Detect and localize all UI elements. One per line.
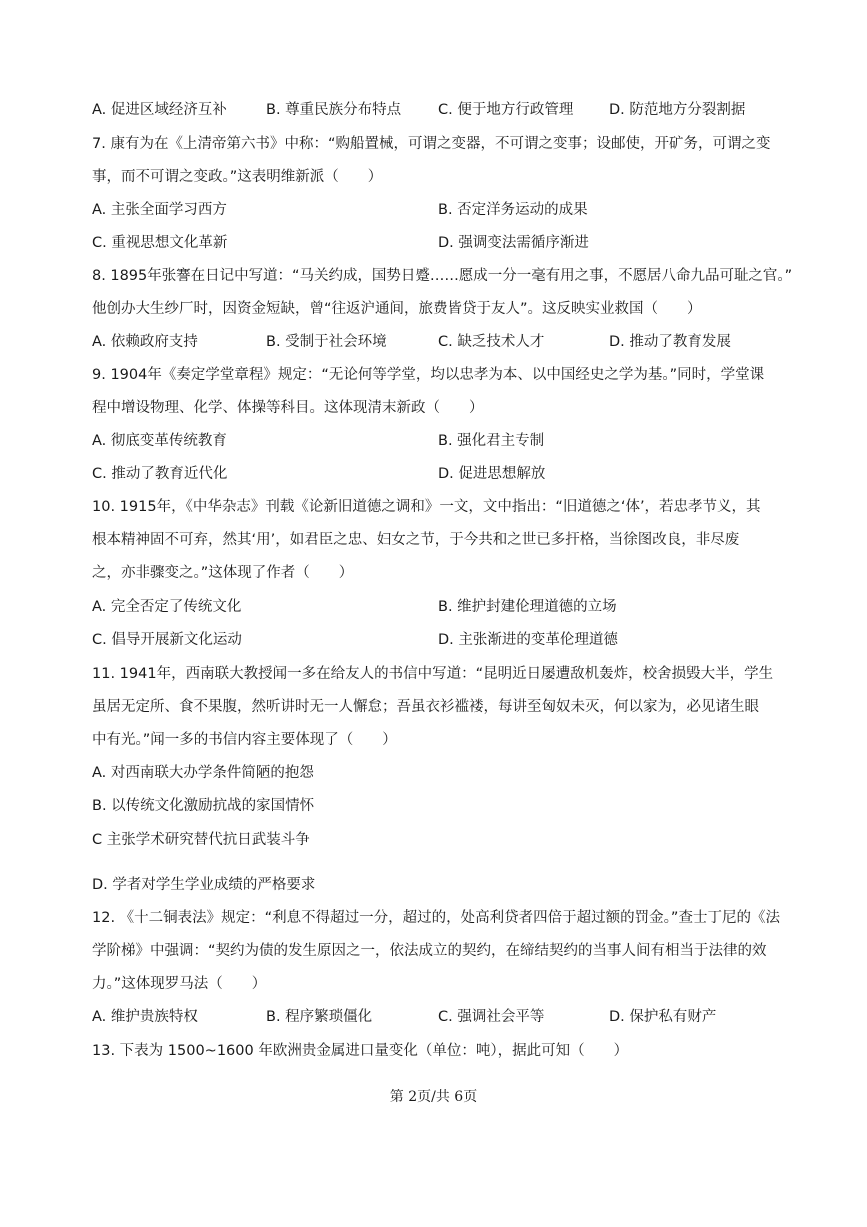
q7-option-a: A. 主张全面学习西方 <box>92 202 227 218</box>
q6-option-c: C. 便于地方行政管理 <box>438 102 574 118</box>
q11-stem-line-2: 虽居无定所、食不果腹，然听讲时无一人懈怠；吾虽衣衫褴褛，每讲至匈奴未灭，何以家为，必见诸生眼 <box>92 699 759 715</box>
q11-stem-line-3: 中有光。”闻一多的书信内容主要体现了（ ） <box>92 732 397 748</box>
q13-stem-line-1: 13. 下表为 1500~1600 年欧洲贵金属进口量变化（单位：吨），据此可知（ ） <box>92 1043 629 1059</box>
q12-stem-line-2: 学阶梯》中强调：“契约为债的发生原因之一，依法成立的契约，在缔结契约的当事人间有相当于法律的效 <box>92 943 767 959</box>
q7-option-c: C. 重视思想文化革新 <box>92 235 228 251</box>
q7-stem-line-1: 7. 康有为在《上清帝第六书》中称：“购船置械，可谓之变器，不可谓之变事；设邮使，开矿务，可谓之变 <box>92 136 771 152</box>
q11-option-b: B. 以传统文化激励抗战的家国情怀 <box>92 798 315 814</box>
q9-option-b: B. 强化君主专制 <box>438 433 545 449</box>
q11-option-d: D. 学者对学生学业成绩的严格要求 <box>92 877 316 893</box>
q8-option-a: A. 依赖政府支持 <box>92 334 198 350</box>
q9-stem-line-2: 程中增设物理、化学、体操等科目。这体现清末新政（ ） <box>92 400 484 416</box>
q12-option-d: D. 保护私有财产 <box>609 1009 717 1025</box>
q6-option-a: A. 促进区域经济互补 <box>92 102 227 118</box>
q8-stem-line-1: 8. 1895年张謇在日记中写道：“马关约成，国势日蹙……愿成一分一毫有用之事，不愿居八命九品可耻之官。” <box>92 268 793 284</box>
q9-option-c: C. 推动了教育近代化 <box>92 466 228 482</box>
q10-stem-line-2: 根本精神固不可弃，然其‘用’，如君臣之忠、妇女之节，于今共和之世已多扞格，当徐图改良，非尽废 <box>92 532 740 548</box>
q10-stem-line-3: 之，亦非骤变之。”这体现了作者（ ） <box>92 565 354 581</box>
q6-option-b: B. 尊重民族分布特点 <box>266 102 402 118</box>
q12-stem-line-3: 力。”这体现罗马法（ ） <box>92 976 267 992</box>
q11-stem-line-1: 11. 1941年，西南联大教授闻一多在给友人的书信中写道：“昆明近日屡遭敌机轰炸，校舍损毁大半，学生 <box>92 666 774 682</box>
q10-option-b: B. 维护封建伦理道德的立场 <box>438 599 617 615</box>
q10-option-d: D. 主张渐进的变革伦理道德 <box>438 632 618 648</box>
q6-option-d: D. 防范地方分裂割据 <box>609 102 746 118</box>
q9-option-d: D. 促进思想解放 <box>438 466 546 482</box>
q11-option-a: A. 对西南联大办学条件简陋的抱怨 <box>92 765 314 781</box>
q11-option-c: C 主张学术研究替代抗日武装斗争 <box>92 832 310 848</box>
q10-option-c: C. 倡导开展新文化运动 <box>92 632 242 648</box>
q8-option-b: B. 受制于社会环境 <box>266 334 387 350</box>
q9-option-a: A. 彻底变革传统教育 <box>92 433 227 449</box>
q7-option-d: D. 强调变法需循序渐进 <box>438 235 589 251</box>
q12-option-c: C. 强调社会平等 <box>438 1009 545 1025</box>
q10-option-a: A. 完全否定了传统文化 <box>92 599 242 615</box>
q8-stem-line-2: 他创办大生纱厂时，因资金短缺，曾“往返沪通间，旅费皆贷于友人”。这反映实业救国（ ） <box>92 301 702 317</box>
q8-option-c: C. 缺乏技术人才 <box>438 334 545 350</box>
q9-stem-line-1: 9. 1904年《奏定学堂章程》规定：“无论何等学堂，均以忠孝为本、以中国经史之学为基。”同时，学堂课 <box>92 367 765 383</box>
q7-option-b: B. 否定洋务运动的成果 <box>438 202 588 218</box>
q10-stem-line-1: 10. 1915年，《中华杂志》刊载《论新旧道德之调和》一文，文中指出：“旧道德之‘体’，若忠孝节义，其 <box>92 499 761 515</box>
q12-option-a: A. 维护贵族特权 <box>92 1009 198 1025</box>
q7-stem-line-2: 事，而不可谓之变政。”这表明维新派（ ） <box>92 169 383 185</box>
page-number: 第 2页/共 6页 <box>389 1089 478 1105</box>
q8-option-d: D. 推动了教育发展 <box>609 334 731 350</box>
q12-option-b: B. 程序繁琐僵化 <box>266 1009 373 1025</box>
q12-stem-line-1: 12. 《十二铜表法》规定：“利息不得超过一分，超过的，处高利贷者四倍于超过额的罚金。”查士丁尼的《法 <box>92 910 780 926</box>
